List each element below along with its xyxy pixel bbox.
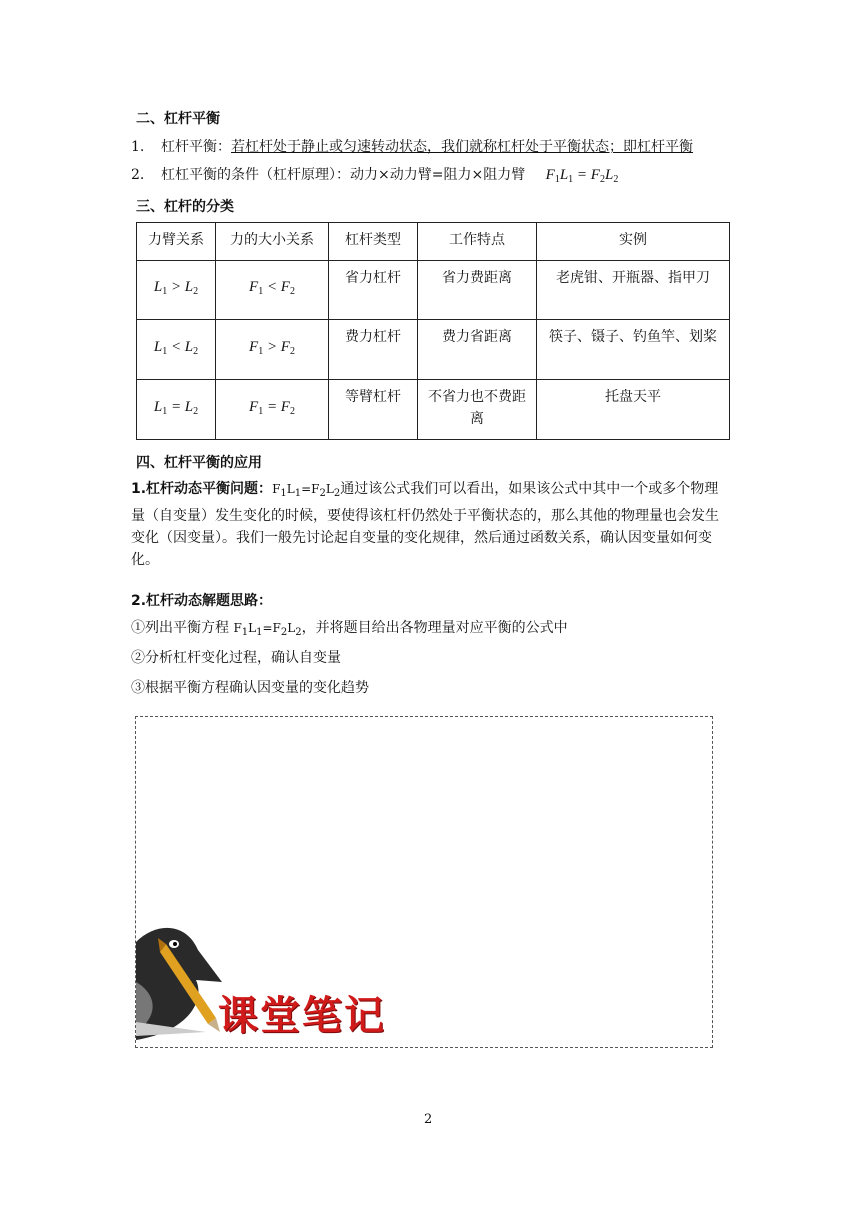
- examples-cell: 托盘天平: [537, 380, 730, 440]
- header-examples: 实例: [537, 223, 730, 261]
- step-2: ②分析杠杆变化过程，确认自变量: [131, 650, 341, 666]
- page-number: 2: [424, 1112, 433, 1127]
- examples-cell: 筷子、镊子、钓鱼竿、划桨: [537, 320, 730, 380]
- table-header-row: [137, 223, 730, 261]
- header-arm-relation: 力臂关系: [137, 223, 216, 261]
- item1-underlined-text: 若杠杆处于静止或匀速转动状态，我们就称杠杆处于平衡状态；即杠杆平衡: [231, 139, 693, 155]
- table-row: [137, 320, 730, 380]
- balance-formula: $F_1L_1 = F_2L_2$: [545, 167, 619, 185]
- dynamic-balance-label: 1.杠杆动态平衡问题：: [131, 481, 273, 497]
- arm-relation-cell: $L_1 > L_2$: [137, 261, 216, 320]
- force-relation-cell: $F_1 < F_2$: [216, 261, 329, 320]
- header-lever-type: 杠杆类型: [329, 223, 418, 261]
- arm-relation-cell: $L_1 = L_2$: [137, 380, 216, 440]
- section4-heading: 四、杠杆平衡的应用: [136, 455, 262, 471]
- lever-type-cell: 费力杠杆: [329, 320, 418, 380]
- section3-heading: 三、杠杆的分类: [136, 199, 234, 215]
- penguin-pencil-icon: [136, 922, 222, 1040]
- lever-classification-table: [136, 222, 730, 440]
- notes-title: 课堂笔记: [218, 992, 386, 1039]
- arm-relation-cell: $L_1 < L_2$: [137, 320, 216, 380]
- feature-cell: 不省力也不费距离: [418, 380, 537, 440]
- table-row: [137, 380, 730, 440]
- lever-type-cell: 省力杠杆: [329, 261, 418, 320]
- header-feature: 工作特点: [418, 223, 537, 261]
- solving-approach-heading: 2.杠杆动态解题思路：: [131, 593, 273, 609]
- examples-cell: 老虎钳、开瓶器、指甲刀: [537, 261, 730, 320]
- dynamic-balance-paragraph: 1.杠杆动态平衡问题：$F_1L_1=F_2L_2$通过该公式我们可以看出，如果该公式中其中一个或多个物理量（自变量）发生变化的时候，要使得该杠杆仍然处于平衡状态的，那么其他的物理量也会发生变化（因变量）。我们一般先讨论起自变量的变化规律，然后通过函数关系，确认因变量如何变化。: [131, 481, 719, 568]
- section2-item2: 2. 杠杠平衡的条件（杠杆原理）：动力×动力臂=阻力×阻力臂 $F_1L_1 = F_2L_2$: [131, 167, 619, 185]
- step1-formula: $F_1L_1=F_2L_2$: [233, 621, 302, 638]
- feature-cell: 省力费距离: [418, 261, 537, 320]
- inline-formula: $F_1L_1=F_2L_2$: [272, 482, 341, 499]
- header-force-relation: 力的大小关系: [216, 223, 329, 261]
- table-row: [137, 261, 730, 320]
- force-relation-cell: $F_1 = F_2$: [216, 380, 329, 440]
- step-3: ③根据平衡方程确认因变量的变化趋势: [131, 680, 369, 696]
- lever-type-cell: 等臂杠杆: [329, 380, 418, 440]
- section2-item1: 1. 杠杆平衡：若杠杆处于静止或匀速转动状态，我们就称杠杆处于平衡状态；即杠杆平衡: [131, 139, 693, 155]
- feature-cell: 费力省距离: [418, 320, 537, 380]
- force-relation-cell: $F_1 > F_2$: [216, 320, 329, 380]
- section2-heading: 二、杠杆平衡: [136, 111, 220, 127]
- step-1: ①列出平衡方程 $F_1L_1=F_2L_2$，并将题目给出各物理量对应平衡的公式中: [131, 620, 568, 638]
